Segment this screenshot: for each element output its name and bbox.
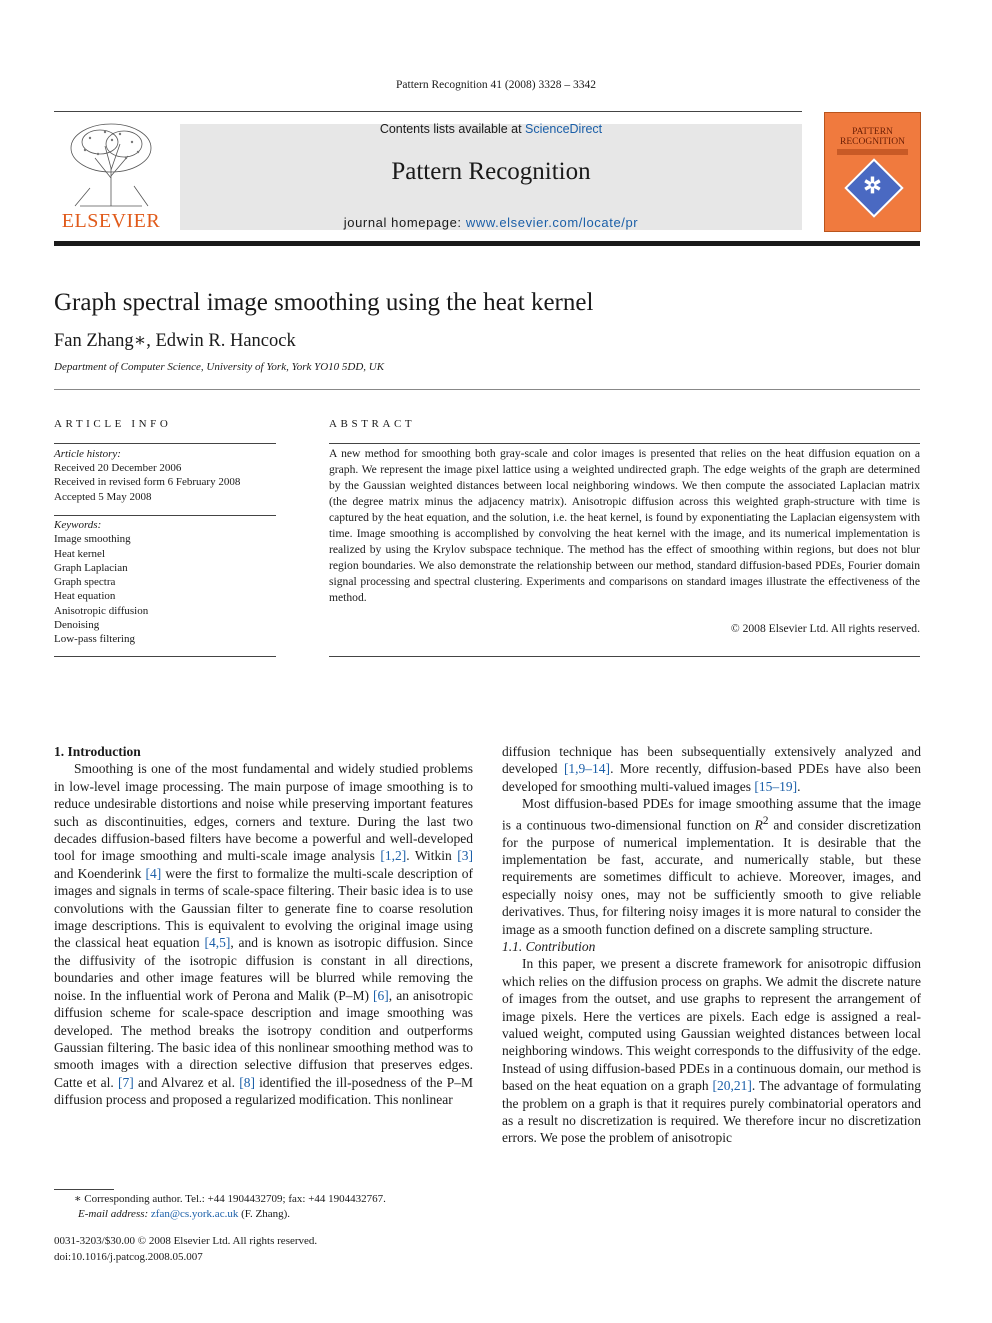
- journal-citation: Pattern Recognition 41 (2008) 3328 – 3342: [396, 79, 596, 91]
- doi-line[interactable]: doi:10.1016/j.patcog.2008.05.007: [54, 1250, 203, 1263]
- keyword: Heat kernel: [54, 547, 105, 560]
- keyword: Graph Laplacian: [54, 561, 128, 574]
- text-run: . More recently, diffusion-based PDEs have also been developed for smoothing multi-valued images: [502, 761, 922, 794]
- citation-link[interactable]: [7]: [118, 1074, 134, 1090]
- body-column-left: [54, 743, 473, 1109]
- text-run: In this paper, we present a discrete framework for anisotropic diffusion which relies on the diffusion process on graphs. We admit the discrete nature of images from the outset, and use graphs to represent the arrangement of image pixels. Here the vertices are pixels. Each edge is assigned a real-valued weight, computed using Gaussian weighted distances between local neighboring windows. This weight corresponds to the diffusivity of the edge. Instead of using diffusion-based PDEs in a continuous domain, our method is based on the heat equation on a graph: [502, 956, 921, 1094]
- article-history: [54, 447, 240, 504]
- header-thick-rule: [54, 241, 920, 246]
- keyword: Graph spectra: [54, 576, 116, 589]
- paragraph: [54, 760, 473, 1108]
- citation-link[interactable]: [15–19]: [754, 778, 798, 794]
- body-column-right: [502, 743, 921, 1147]
- publisher-name: ELSEVIER: [61, 210, 161, 232]
- contents-line: [180, 122, 802, 136]
- footnote: [54, 1192, 473, 1221]
- author-affiliation: Department of Computer Science, University of York, York YO10 5DD, UK: [54, 361, 385, 373]
- abstract-heading: ABSTRACT: [329, 418, 416, 430]
- elsevier-logo[interactable]: [54, 118, 168, 234]
- cover-stripe: [837, 149, 908, 155]
- issn-line: 0031-3203/$30.00 © 2008 Elsevier Ltd. All rights reserved.: [54, 1235, 318, 1247]
- article-info-rule: [54, 443, 276, 444]
- journal-cover-thumbnail[interactable]: [824, 112, 921, 232]
- citation-link[interactable]: [1,2]: [380, 848, 407, 864]
- issn-block: [54, 1234, 317, 1265]
- keyword: Heat equation: [54, 590, 116, 603]
- text-run: Smoothing is one of the most fundamental and widely studied problems in low-level image processing. The main purpose of image smoothing is to reduce undesirable distortions and noise while preserving important features such as discontinuities, edges, corners and texture. During the last two decades diffusion-based filters have become a powerful and well-developed tool for image smoothing and multi-scale image analysis: [54, 761, 473, 864]
- homepage-line: [180, 215, 802, 230]
- citation-link[interactable]: [8]: [239, 1074, 255, 1090]
- text-run: , and is known as isotropic diffusion. Since the diffusivity of the isotropic diffusion is constant in all directions, boundaries and other image features will be blurred while removing the noise. In the influential work of Perona and Malik (P–M): [54, 935, 473, 1003]
- cover-emblem-icon: ✲: [863, 173, 882, 198]
- title-rule: [54, 389, 920, 390]
- keyword: Denoising: [54, 619, 100, 632]
- citation-link[interactable]: [4,5]: [204, 935, 231, 951]
- citation-link[interactable]: [6]: [373, 987, 389, 1003]
- header-rule: [54, 111, 802, 112]
- citation-link[interactable]: [3]: [457, 848, 473, 864]
- citation-link[interactable]: [1,9–14]: [563, 761, 611, 777]
- keyword: Image smoothing: [54, 533, 131, 546]
- abstract-rule: [329, 443, 920, 444]
- article-info-heading: ARTICLE INFO: [54, 418, 172, 430]
- text-run: .: [797, 778, 801, 794]
- email-link[interactable]: zfan@cs.york.ac.uk: [150, 1207, 239, 1220]
- keywords-list: [54, 518, 148, 647]
- email-label: E-mail address:: [78, 1207, 151, 1220]
- text-run: and consider discretization for the purpose of numerical implementation. It is desirable that the implementation be fast, accurate, and numerically stable, but these requirements are sometimes difficult to achieve. Moreover, images, and especially noisy ones, may not be sufficiently smooth to give reliable derivatives. Thus, for filtering noisy images it is more natural to consider the image as a smooth function defined on a discrete sampling structure.: [502, 817, 921, 937]
- paragraph: [502, 795, 921, 938]
- history-item: Received in revised form 6 February 2008: [54, 476, 241, 489]
- citation-link[interactable]: [20,21]: [712, 1078, 752, 1094]
- cover-title: PATTERN RECOGNITION: [840, 127, 905, 147]
- sciencedirect-link[interactable]: ScienceDirect: [525, 122, 603, 136]
- text-run: were the first to formalize the multi-scale description of images and signals in terms of scale-space filtering. Their basic idea is to use convolutions with the Gaussian filter to generate fine to coarse resolution image descriptions. This is equivalent to evolving the original image using the classical heat equation: [54, 865, 474, 951]
- text-run: diffusion technique has been subsequentially extensively analyzed and developed: [502, 744, 921, 777]
- section-heading: 1. Introduction: [54, 744, 141, 759]
- abstract-text: A new method for smoothing both gray-scale and color images is presented that relies on the heat diffusion equation on a graph. We represent the image pixel lattice using a weighted undirected graph. The edge weights of the graph are determined by the Gaussian weighted distances between local neighboring windows. We then compute the associated Laplacian matrix (the degree matrix minus the adjacency matrix). Anisotropic diffusion across this weighted graph-structure with time is captured by the heat equation, and the solution, i.e. the heat kernel, is found by exponentiating the Laplacian eigensystem with time. Image smoothing is accomplished by convolving the heat kernel with the image, and its numerical implementation is realized by using the Krylov subspace technique. The method has the effect of smoothing within regions, but does not blur region boundaries. We also demonstrate the relationship between our method, standard diffusion-based PDEs, Fourier domain signal processing and spectral clustering. Experiments and comparisons on standard images illustrate the effectiveness of the method.: [329, 447, 920, 604]
- history-item: Received 20 December 2006: [54, 462, 182, 475]
- elsevier-tree-icon: [60, 118, 162, 208]
- keyword: Low-pass filtering: [54, 633, 135, 646]
- math-symbol: R: [754, 817, 763, 833]
- history-label: Article history:: [54, 448, 121, 460]
- text-run: . Witkin: [406, 848, 458, 864]
- paper-authors: Fan Zhang∗, Edwin R. Hancock: [54, 331, 296, 351]
- history-rule: [54, 515, 276, 516]
- abstract-copyright: © 2008 Elsevier Ltd. All rights reserved.: [730, 622, 920, 635]
- contents-prefix: Contents lists available at: [379, 122, 526, 136]
- homepage-link[interactable]: www.elsevier.com/locate/pr: [465, 215, 639, 230]
- history-item: Accepted 5 May 2008: [54, 490, 152, 503]
- text-run: identified the ill-posedness of the P–M diffusion process and proposed a regularized modification. This nonlinear: [54, 1074, 473, 1108]
- text-run: , an anisotropic diffusion scheme for scale-space description and image smoothing was developed. The method breaks the isotropy condition and outperforms Gaussian filtering. The basic idea of this nonlinear smoothing method was to smooth images with a direction selective diffusion that preserves edges. Catte et al.: [54, 987, 473, 1090]
- homepage-prefix: journal homepage:: [343, 215, 466, 230]
- text-run: and Koenderink: [54, 865, 146, 881]
- text-run: and Alvarez et al.: [133, 1074, 240, 1090]
- footnote-rule: [54, 1189, 114, 1190]
- paper-title: Graph spectral image smoothing using the heat kernel: [54, 289, 594, 316]
- citation-link[interactable]: [4]: [145, 865, 162, 881]
- journal-title: Pattern Recognition: [391, 158, 591, 185]
- keyword: Anisotropic diffusion: [54, 604, 149, 617]
- footnote-email-line: [54, 1207, 473, 1222]
- subsection-heading: 1.1. Contribution: [502, 938, 596, 954]
- text-run: . The advantage of formulating the problem on a graph is that it requires purely combinatorial operators and as a result no discretization is required. We therefore incur no discretization errors. We pose the problem of anisotropic: [502, 1078, 921, 1146]
- paragraph: [502, 743, 921, 795]
- keywords-rule: [54, 656, 276, 657]
- math-superscript: 2: [762, 814, 769, 827]
- email-suffix: (F. Zhang).: [238, 1207, 290, 1220]
- paragraph: [502, 955, 921, 1146]
- abstract-end-rule: [329, 656, 920, 657]
- text-run: Most diffusion-based PDEs for image smoothing assume that the image is a continuous two-dimensional function on: [502, 796, 921, 833]
- footnote-corresponding: ∗ Corresponding author. Tel.: +44 1904432709; fax: +44 1904432767.: [74, 1193, 386, 1205]
- keywords-label: Keywords:: [54, 519, 102, 531]
